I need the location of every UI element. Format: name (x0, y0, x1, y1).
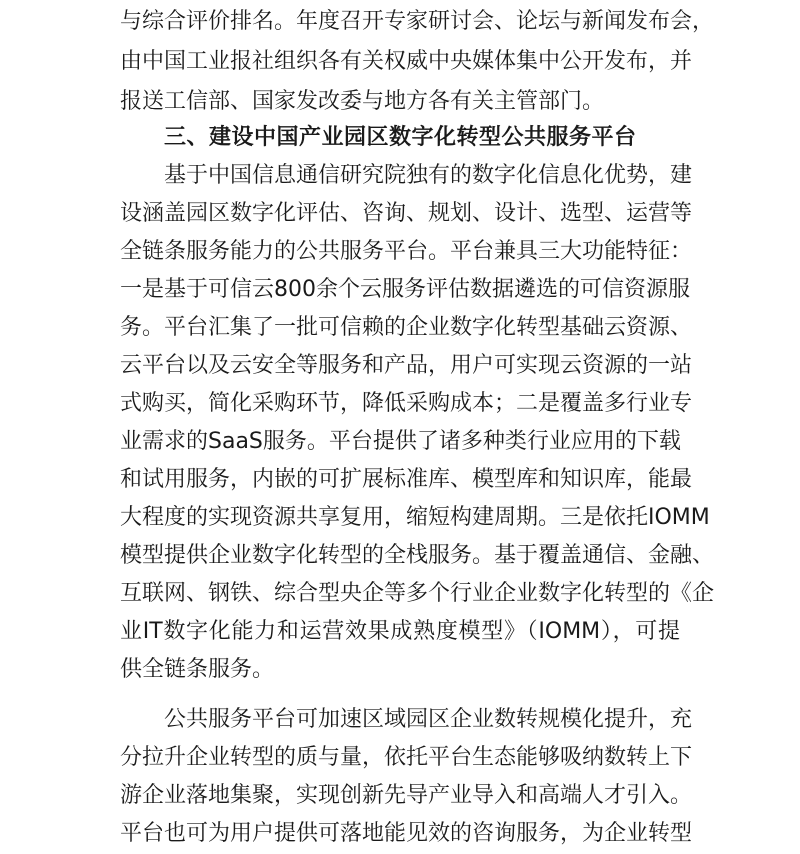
paragraph1-line-9: 和试用服务，内嵌的可扩展标准库、模型库和知识库，能最 (120, 467, 693, 492)
paragraph2-line-1: 公共服务平台可加速区域园区企业数转规模化提升，充 (164, 707, 693, 732)
paragraph2-line-2: 分拉升企业转型的质与量，依托平台生态能够吸纳数转上下 (120, 745, 693, 770)
paragraph2-line-4: 平台也可为用户提供可落地能见效的咨询服务，为企业转型 (120, 821, 693, 846)
paragraph2-line-3: 游企业落地集聚，实现创新先导产业导入和高端人才引入。 (120, 783, 693, 808)
paragraph1-line-12: 互联网、钢铁、综合型央企等多个行业企业数字化转型的《企 (120, 581, 715, 606)
paragraph1-line-2: 设涵盖园区数字化评估、咨询、规划、设计、选型、运营等 (120, 201, 693, 226)
section-heading: 三、建设中国产业园区数字化转型公共服务平台 (164, 125, 637, 150)
paragraph1-line-4: 一是基于可信云800余个云服务评估数据遴选的可信资源服 (120, 277, 690, 302)
paragraph1-line-5: 务。平台汇集了一批可信赖的企业数字化转型基础云资源、 (120, 315, 693, 340)
paragraph1-line-8: 业需求的SaaS服务。平台提供了诸多种类行业应用的下载 (120, 429, 681, 454)
paragraph1-line-11: 模型提供企业数字化转型的全栈服务。基于覆盖通信、金融、 (120, 543, 715, 568)
intro-line-3: 报送工信部、国家发改委与地方各有关主管部门。 (120, 89, 605, 114)
intro-line-1: 与综合评价排名。年度召开专家研讨会、论坛与新闻发布会， (120, 9, 715, 34)
paragraph1-line-1: 基于中国信息通信研究院独有的数字化信息化优势，建 (164, 163, 693, 188)
paragraph1-line-6: 云平台以及云安全等服务和产品，用户可实现云资源的一站 (120, 353, 693, 378)
paragraph1-line-14: 供全链条服务。 (120, 657, 275, 682)
paragraph1-line-10: 大程度的实现资源共享复用，缩短构建周期。三是依托IOMM (120, 505, 710, 530)
paragraph1-line-7: 式购买，简化采购环节，降低采购成本；二是覆盖多行业专 (120, 391, 693, 416)
intro-line-2: 由中国工业报社组织各有关权威中央媒体集中公开发布，并 (120, 49, 693, 74)
paragraph1-line-3: 全链条服务能力的公共服务平台。平台兼具三大功能特征： (120, 239, 693, 264)
paragraph1-line-13: 业IT数字化能力和运营效果成熟度模型》（IOMM），可提 (120, 619, 680, 644)
